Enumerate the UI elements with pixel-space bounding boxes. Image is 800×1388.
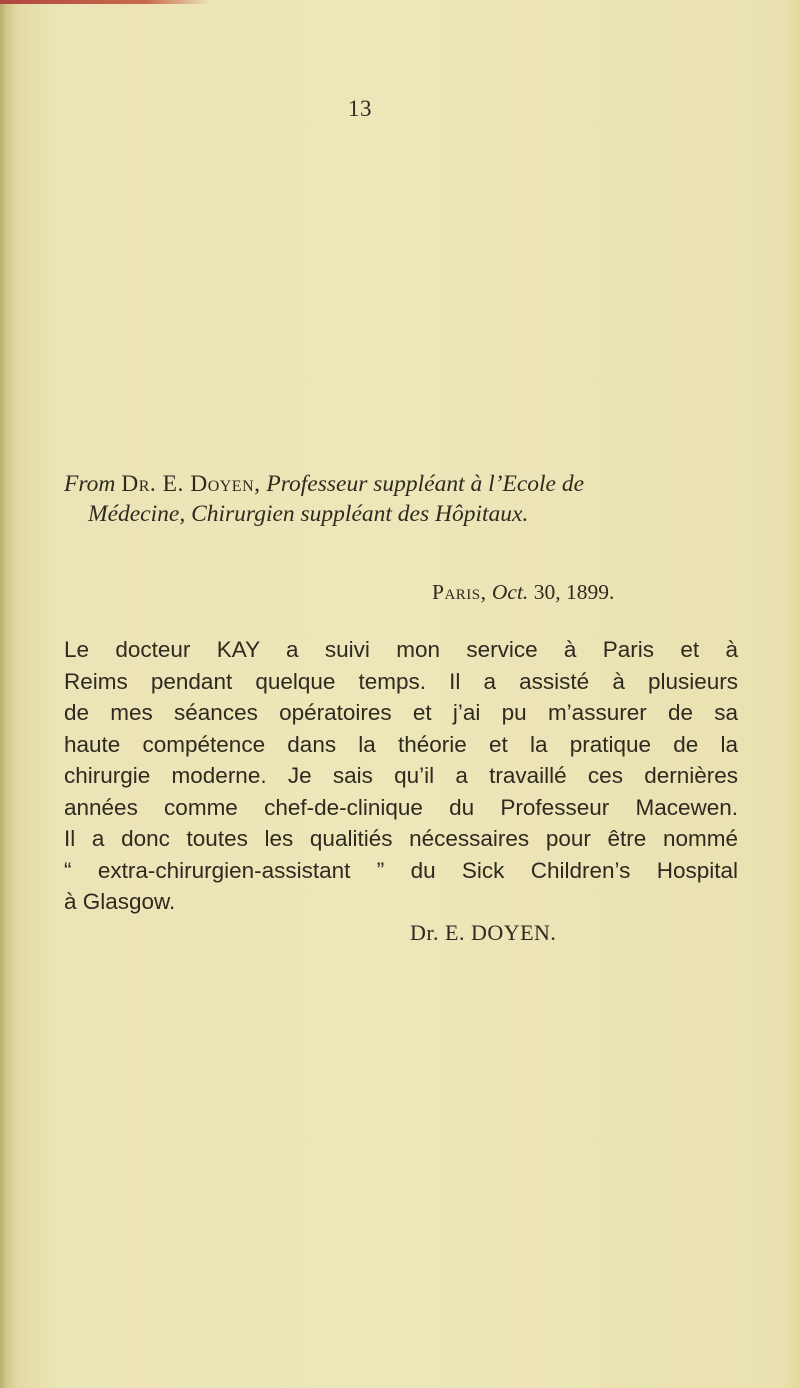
signature: Dr. E. DOYEN. <box>410 920 557 945</box>
heading-line-1 <box>64 469 754 499</box>
letter-heading <box>64 469 754 529</box>
body-line: Il a donc toutes les qualitiés nécessaires pour être nommé <box>64 826 738 851</box>
body-line: de mes séances opératoires et j’ai pu m’assurer de sa <box>64 700 738 725</box>
heading-from: From <box>64 471 116 497</box>
body-line: années comme chef-de-clinique du Professeur Macewen. <box>64 794 738 820</box>
body-line: haute compétence dans la théorie et la pratique de la <box>64 731 738 757</box>
dateline-day-year: 30, 1899. <box>533 580 615 604</box>
heading-author-name: Dr. E. Doyen, <box>121 471 261 497</box>
body-line: Reims pendant quelque temps. Il a assisté à plusieurs <box>64 668 738 694</box>
letter-body <box>64 634 738 918</box>
heading-title-line-2: Médecine, Chirurgien suppléant des Hôpitaux. <box>88 501 529 527</box>
heading-title-line-1: Professeur suppléant à l’Ecole de <box>266 471 585 497</box>
body-line: “ extra-chirurgien-assistant ” du Sick Children’s Hospital <box>64 857 738 883</box>
page-edge-stain <box>0 0 210 4</box>
dateline <box>432 580 614 605</box>
body-line: Le docteur KAY a suivi mon service à Paris et à <box>64 637 738 662</box>
heading-line-2 <box>64 499 754 529</box>
body-line: à Glasgow. <box>64 889 176 914</box>
page-number: 13 <box>348 96 372 121</box>
dateline-place: Paris, <box>432 580 487 604</box>
dateline-month: Oct. <box>491 580 529 604</box>
body-line: chirurgie moderne. Je sais qu’il a travaillé ces dernières <box>64 763 738 788</box>
